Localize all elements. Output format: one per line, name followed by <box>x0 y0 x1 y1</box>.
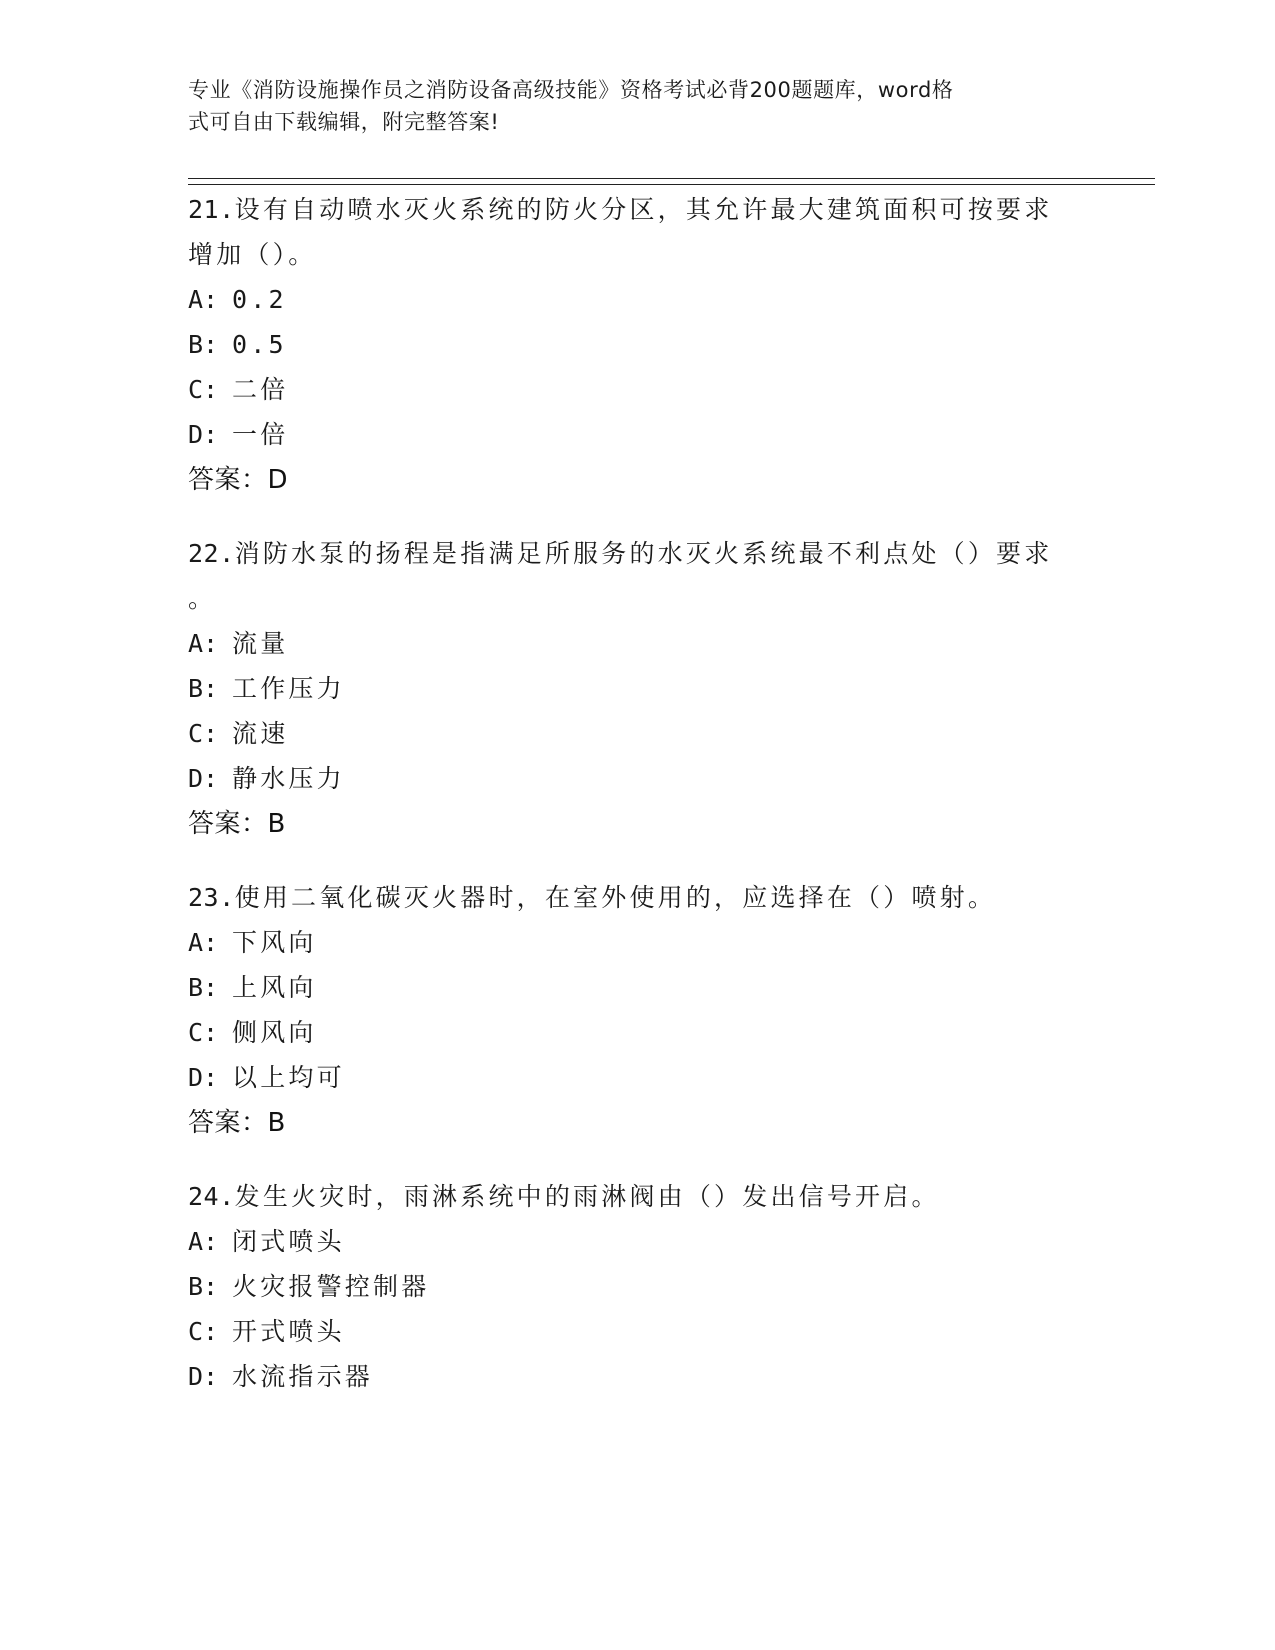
option-a <box>188 920 1088 965</box>
question-number: 21. <box>188 195 235 224</box>
question-text-line-1: 设有自动喷水灭火系统的防火分区，其允许最大建筑面积可按要求 <box>234 195 1053 224</box>
option-key: C: <box>188 375 219 404</box>
answer: 答案：B <box>188 809 286 839</box>
option-c <box>188 1010 1088 1055</box>
option-key: B: <box>188 973 219 1002</box>
question-24 <box>188 1174 1088 1399</box>
question-number: 24. <box>188 1182 235 1211</box>
question-text <box>188 875 1088 920</box>
option-text: 火灾报警控制器 <box>232 1272 430 1301</box>
option-d <box>188 1354 1088 1399</box>
option-c <box>188 1309 1088 1354</box>
option-b <box>188 965 1088 1010</box>
question-text-line-2: 。 <box>188 584 217 613</box>
option-text: 工作压力 <box>232 674 345 703</box>
option-text: 侧风向 <box>232 1018 317 1047</box>
option-key: B: <box>188 674 219 703</box>
option-d <box>188 1055 1088 1100</box>
option-b <box>188 666 1088 711</box>
question-text <box>188 1174 1088 1219</box>
option-key: D: <box>188 764 219 793</box>
option-key: B: <box>188 330 219 359</box>
header-divider-top <box>188 178 1155 179</box>
option-text: 0.2 <box>232 285 287 314</box>
header-line-2: 式可自由下载编辑，附完整答案! <box>188 110 500 134</box>
option-c <box>188 367 1088 412</box>
header-divider-bottom <box>188 184 1155 185</box>
question-text-line-1: 消防水泵的扬程是指满足所服务的水灭火系统最不利点处（）要求 <box>234 539 1053 568</box>
option-c <box>188 711 1088 756</box>
question-text <box>188 531 1088 576</box>
question-text-line-1: 使用二氧化碳灭火器时，在室外使用的，应选择在（）喷射。 <box>234 883 997 912</box>
question-text-line-1: 发生火灾时，雨淋系统中的雨淋阀由（）发出信号开启。 <box>234 1182 940 1211</box>
option-a <box>188 277 1088 322</box>
question-number: 23. <box>188 883 235 912</box>
option-text: 以上均可 <box>232 1063 345 1092</box>
option-text: 0.5 <box>232 330 287 359</box>
option-key: D: <box>188 1362 219 1391</box>
option-text: 流速 <box>232 719 289 748</box>
option-key: C: <box>188 1317 219 1346</box>
option-a <box>188 621 1088 666</box>
answer: 答案：B <box>188 1108 286 1138</box>
option-key: D: <box>188 420 219 449</box>
question-number: 22. <box>188 539 235 568</box>
option-a <box>188 1219 1088 1264</box>
option-text: 上风向 <box>232 973 317 1002</box>
option-text: 闭式喷头 <box>232 1227 345 1256</box>
option-b <box>188 322 1088 367</box>
option-key: A: <box>188 285 219 314</box>
option-key: C: <box>188 1018 219 1047</box>
question-23 <box>188 875 1088 1146</box>
option-text: 静水压力 <box>232 764 345 793</box>
option-key: A: <box>188 629 219 658</box>
document-header <box>188 74 1068 138</box>
option-text: 一倍 <box>232 420 289 449</box>
option-text: 二倍 <box>232 375 289 404</box>
question-text <box>188 187 1088 232</box>
question-22 <box>188 531 1088 847</box>
option-key: A: <box>188 928 219 957</box>
option-key: D: <box>188 1063 219 1092</box>
answer: 答案：D <box>188 465 289 495</box>
question-text-line-2: 增加（）。 <box>188 240 317 269</box>
question-21 <box>188 187 1088 503</box>
option-d <box>188 756 1088 801</box>
option-text: 流量 <box>232 629 289 658</box>
option-text: 开式喷头 <box>232 1317 345 1346</box>
option-text: 下风向 <box>232 928 317 957</box>
question-list <box>188 187 1088 1427</box>
header-line-1: 专业《消防设施操作员之消防设备高级技能》资格考试必背200题题库，word格 <box>188 78 954 102</box>
option-key: A: <box>188 1227 219 1256</box>
option-key: B: <box>188 1272 219 1301</box>
option-key: C: <box>188 719 219 748</box>
option-text: 水流指示器 <box>232 1362 374 1391</box>
option-b <box>188 1264 1088 1309</box>
option-d <box>188 412 1088 457</box>
